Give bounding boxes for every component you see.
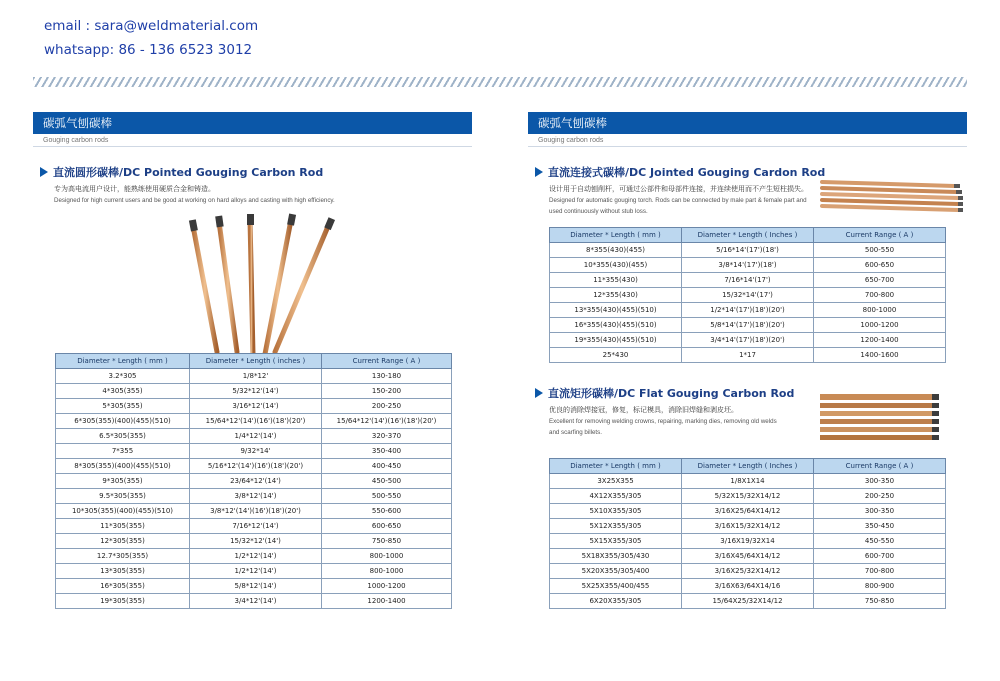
table-cell: 600-650: [814, 258, 946, 273]
table-cell: 650-700: [814, 273, 946, 288]
table-cell: 6*305(355)(400)(455)(510): [56, 414, 190, 429]
table-cell: 3/16*12'(14'): [190, 399, 322, 414]
table-cell: 5/32X15/32X14/12: [682, 489, 814, 504]
table-cell: 5/8*14'(17')(18')(20'): [682, 318, 814, 333]
table-cell: 600-700: [814, 549, 946, 564]
table-row: [550, 504, 946, 519]
table-cell: 800-1000: [322, 549, 452, 564]
jointed-rod-spec-table: [549, 227, 946, 363]
table-row: [56, 504, 452, 519]
table-cell: 5*305(355): [56, 399, 190, 414]
table-cell: 9.5*305(355): [56, 489, 190, 504]
rod-tips: [189, 214, 335, 232]
pointed-rod-description: [54, 184, 454, 206]
decorative-hatch-divider: [33, 77, 967, 87]
table-cell: 550-600: [322, 504, 452, 519]
table-cell: 12*355(430): [550, 288, 682, 303]
table-cell: 8*355(430)(455): [550, 243, 682, 258]
table-cell: 1000-1200: [814, 318, 946, 333]
right-section-rule: [528, 146, 967, 147]
table-cell: 6.5*305(355): [56, 429, 190, 444]
table-cell: 300-350: [814, 504, 946, 519]
triangle-bullet-icon: [535, 167, 543, 177]
table-row: [550, 243, 946, 258]
pointed-rod-spec-table: [55, 353, 452, 609]
table-cell: 400-450: [322, 459, 452, 474]
table-cell: 5X20X355/305/400: [550, 564, 682, 579]
table-cell: 16*305(355): [56, 579, 190, 594]
table-cell: 15/32*14'(17'): [682, 288, 814, 303]
column-header: Diameter * Length ( mm ): [56, 354, 190, 369]
left-section-title-bar: [33, 112, 472, 134]
table-cell: 3/8*12'(14')(16')(18')(20'): [190, 504, 322, 519]
table-row: [56, 459, 452, 474]
table-cell: 800-900: [814, 579, 946, 594]
table-cell: 1/8X1X14: [682, 474, 814, 489]
table-cell: 130-180: [322, 369, 452, 384]
table-cell: 19*305(355): [56, 594, 190, 609]
table-cell: 750-850: [814, 594, 946, 609]
table-row: [56, 519, 452, 534]
table-cell: 12.7*305(355): [56, 549, 190, 564]
table-cell: 3X25X355: [550, 474, 682, 489]
contact-email: email : sara@weldmaterial.com: [44, 18, 259, 34]
flat-rod-heading: [535, 385, 794, 401]
pointed-rod-desc-cn: 专为高电流用户设计，能熟练使用硬质合金和铸造。: [54, 185, 215, 193]
table-cell: 1/2*12'(14'): [190, 564, 322, 579]
right-section-title: 碳弧气刨碳棒: [538, 116, 607, 130]
table-cell: 19*355(430)(455)(510): [550, 333, 682, 348]
table-cell: 1/2*12'(14'): [190, 549, 322, 564]
table-cell: 750-850: [322, 534, 452, 549]
table-cell: 8*305(355)(400)(455)(510): [56, 459, 190, 474]
table-cell: 600-650: [322, 519, 452, 534]
jointed-rod-desc-en: Designed for automatic gouging torch. Rods can be connected by male part & female part and used continuously without stub loss.: [549, 197, 807, 215]
table-cell: 1/4*12'(14'): [190, 429, 322, 444]
right-section-title-bar: [528, 112, 967, 134]
flat-rod-title: 直流矩形碳棒/DC Flat Gouging Carbon Rod: [548, 387, 795, 400]
table-cell: 800-1000: [322, 564, 452, 579]
flat-rod-spec-table: [549, 458, 946, 609]
table-cell: 3/8*14'(17')(18'): [682, 258, 814, 273]
jointed-rod-description: [549, 184, 813, 217]
table-cell: 800-1000: [814, 303, 946, 318]
table-row: [56, 549, 452, 564]
column-header: Diameter * Length ( Inches ): [682, 459, 814, 474]
table-cell: 10*355(430)(455): [550, 258, 682, 273]
table-row: [550, 534, 946, 549]
table-row: [550, 489, 946, 504]
pointed-rod-desc-en: Designed for high current users and be good at working on hard alloys and casting with high efficiency.: [54, 197, 335, 204]
table-cell: 9/32*14': [190, 444, 322, 459]
table-cell: 5/16*12'(14')(16')(18')(20'): [190, 459, 322, 474]
table-cell: 13*305(355): [56, 564, 190, 579]
column-header: Diameter * Length ( Inches ): [682, 228, 814, 243]
table-cell: 25*430: [550, 348, 682, 363]
table-cell: 6X20X355/305: [550, 594, 682, 609]
table-cell: 500-550: [322, 489, 452, 504]
table-cell: 3/16X45/64X14/12: [682, 549, 814, 564]
table-cell: 1000-1200: [322, 579, 452, 594]
pointed-rod-title: 直流圆形碳棒/DC Pointed Gouging Carbon Rod: [53, 166, 324, 179]
table-row: [56, 444, 452, 459]
flat-rod-desc-cn: 优良的消除焊接冠，修复，标记模具，消除旧焊缝和剥皮坯。: [549, 406, 738, 414]
jointed-rod-heading: [535, 164, 825, 180]
table-cell: 15/64*12'(14')(16')(18')(20'): [322, 414, 452, 429]
pointed-rod-heading: [40, 164, 323, 180]
table-cell: 5X15X355/305: [550, 534, 682, 549]
left-section-subtitle: Gouging carbon rods: [43, 137, 109, 144]
column-header: Diameter * Length ( mm ): [550, 459, 682, 474]
table-cell: 1200-1400: [322, 594, 452, 609]
table-row: [550, 594, 946, 609]
table-cell: 3/16X25/64X14/12: [682, 504, 814, 519]
jointed-rod-title: 直流连接式碳棒/DC Jointed Gouging Cardon Rod: [548, 166, 826, 179]
table-cell: 3/16X25/32X14/12: [682, 564, 814, 579]
table-cell: 450-500: [322, 474, 452, 489]
table-row: [550, 258, 946, 273]
table-cell: 7*355: [56, 444, 190, 459]
table-cell: 5X10X355/305: [550, 504, 682, 519]
table-cell: 7/16*14'(17'): [682, 273, 814, 288]
table-cell: 500-550: [814, 243, 946, 258]
table-row: [550, 273, 946, 288]
table-cell: 1/8*12': [190, 369, 322, 384]
table-row: [550, 288, 946, 303]
table-row: [56, 564, 452, 579]
table-row: [56, 474, 452, 489]
table-row: [56, 369, 452, 384]
table-cell: 12*305(355): [56, 534, 190, 549]
table-cell: 320-370: [322, 429, 452, 444]
table-cell: 200-250: [322, 399, 452, 414]
table-cell: 3/16X19/32X14: [682, 534, 814, 549]
column-header: Current Range ( A ): [814, 228, 946, 243]
table-cell: 3.2*305: [56, 369, 190, 384]
table-cell: 4*305(355): [56, 384, 190, 399]
table-row: [56, 579, 452, 594]
left-section-rule: [33, 146, 472, 147]
table-cell: 4X12X355/305: [550, 489, 682, 504]
table-cell: 10*305(355)(400)(455)(510): [56, 504, 190, 519]
table-cell: 150-200: [322, 384, 452, 399]
table-cell: 15/32*12'(14'): [190, 534, 322, 549]
contact-whatsapp: whatsapp: 86 - 136 6523 3012: [44, 42, 253, 58]
table-cell: 300-350: [814, 474, 946, 489]
table-row: [56, 399, 452, 414]
table-cell: 3/8*12'(14'): [190, 489, 322, 504]
triangle-bullet-icon: [535, 388, 543, 398]
table-cell: 5/16*14'(17')(18'): [682, 243, 814, 258]
table-row: [550, 579, 946, 594]
column-header: Current Range ( A ): [814, 459, 946, 474]
table-cell: 9*305(355): [56, 474, 190, 489]
table-cell: 350-450: [814, 519, 946, 534]
table-cell: 5/32*12'(14'): [190, 384, 322, 399]
table-row: [56, 429, 452, 444]
table-row: [550, 549, 946, 564]
column-header: Current Range ( A ): [322, 354, 452, 369]
flat-rod-desc-en: Excellent for removing welding crowns, repairing, marking dies, removing old welds and scarfing billets.: [549, 418, 777, 436]
table-row: [550, 318, 946, 333]
table-row: [56, 534, 452, 549]
table-cell: 5/8*12'(14'): [190, 579, 322, 594]
jointed-rod-desc-cn: 设计用于自动刨削杆，可通过公部件和母部件连接，并连续使用而不产生短柱损失。: [549, 185, 808, 193]
table-cell: 11*305(355): [56, 519, 190, 534]
table-cell: 350-400: [322, 444, 452, 459]
pointed-carbon-rods-image: [165, 212, 355, 358]
column-header: Diameter * Length ( mm ): [550, 228, 682, 243]
right-section-subtitle: Gouging carbon rods: [538, 137, 604, 144]
table-cell: 5X12X355/305: [550, 519, 682, 534]
table-row: [56, 414, 452, 429]
table-cell: 3/4*12'(14'): [190, 594, 322, 609]
table-cell: 700-800: [814, 288, 946, 303]
jointed-carbon-rods-image: [818, 176, 964, 216]
table-cell: 13*355(430)(455)(510): [550, 303, 682, 318]
table-cell: 1*17: [682, 348, 814, 363]
table-row: [550, 564, 946, 579]
table-cell: 200-250: [814, 489, 946, 504]
table-cell: 700-800: [814, 564, 946, 579]
flat-carbon-rods-image: [818, 392, 944, 444]
left-section-title: 碳弧气刨碳棒: [43, 116, 112, 130]
table-cell: 16*355(430)(455)(510): [550, 318, 682, 333]
table-cell: 23/64*12'(14'): [190, 474, 322, 489]
table-row: [550, 348, 946, 363]
column-header: Diameter * Length ( inches ): [190, 354, 322, 369]
table-cell: 5X18X355/305/430: [550, 549, 682, 564]
table-row: [56, 594, 452, 609]
table-cell: 3/4*14'(17')(18')(20'): [682, 333, 814, 348]
table-cell: 1400-1600: [814, 348, 946, 363]
table-row: [550, 303, 946, 318]
table-row: [56, 384, 452, 399]
table-cell: 15/64*12'(14')(16')(18')(20'): [190, 414, 322, 429]
table-row: [550, 519, 946, 534]
table-cell: 1200-1400: [814, 333, 946, 348]
table-cell: 3/16X63/64X14/16: [682, 579, 814, 594]
table-cell: 3/16X15/32X14/12: [682, 519, 814, 534]
table-cell: 450-550: [814, 534, 946, 549]
rod-1: [193, 226, 217, 352]
flat-rod-description: [549, 405, 777, 438]
table-cell: 15/64X25/32X14/12: [682, 594, 814, 609]
table-cell: 1/2*14'(17')(18')(20'): [682, 303, 814, 318]
triangle-bullet-icon: [40, 167, 48, 177]
table-cell: 5X25X355/400/455: [550, 579, 682, 594]
table-cell: 7/16*12'(14'): [190, 519, 322, 534]
table-cell: 11*355(430): [550, 273, 682, 288]
table-row: [550, 474, 946, 489]
table-row: [550, 333, 946, 348]
table-row: [56, 489, 452, 504]
